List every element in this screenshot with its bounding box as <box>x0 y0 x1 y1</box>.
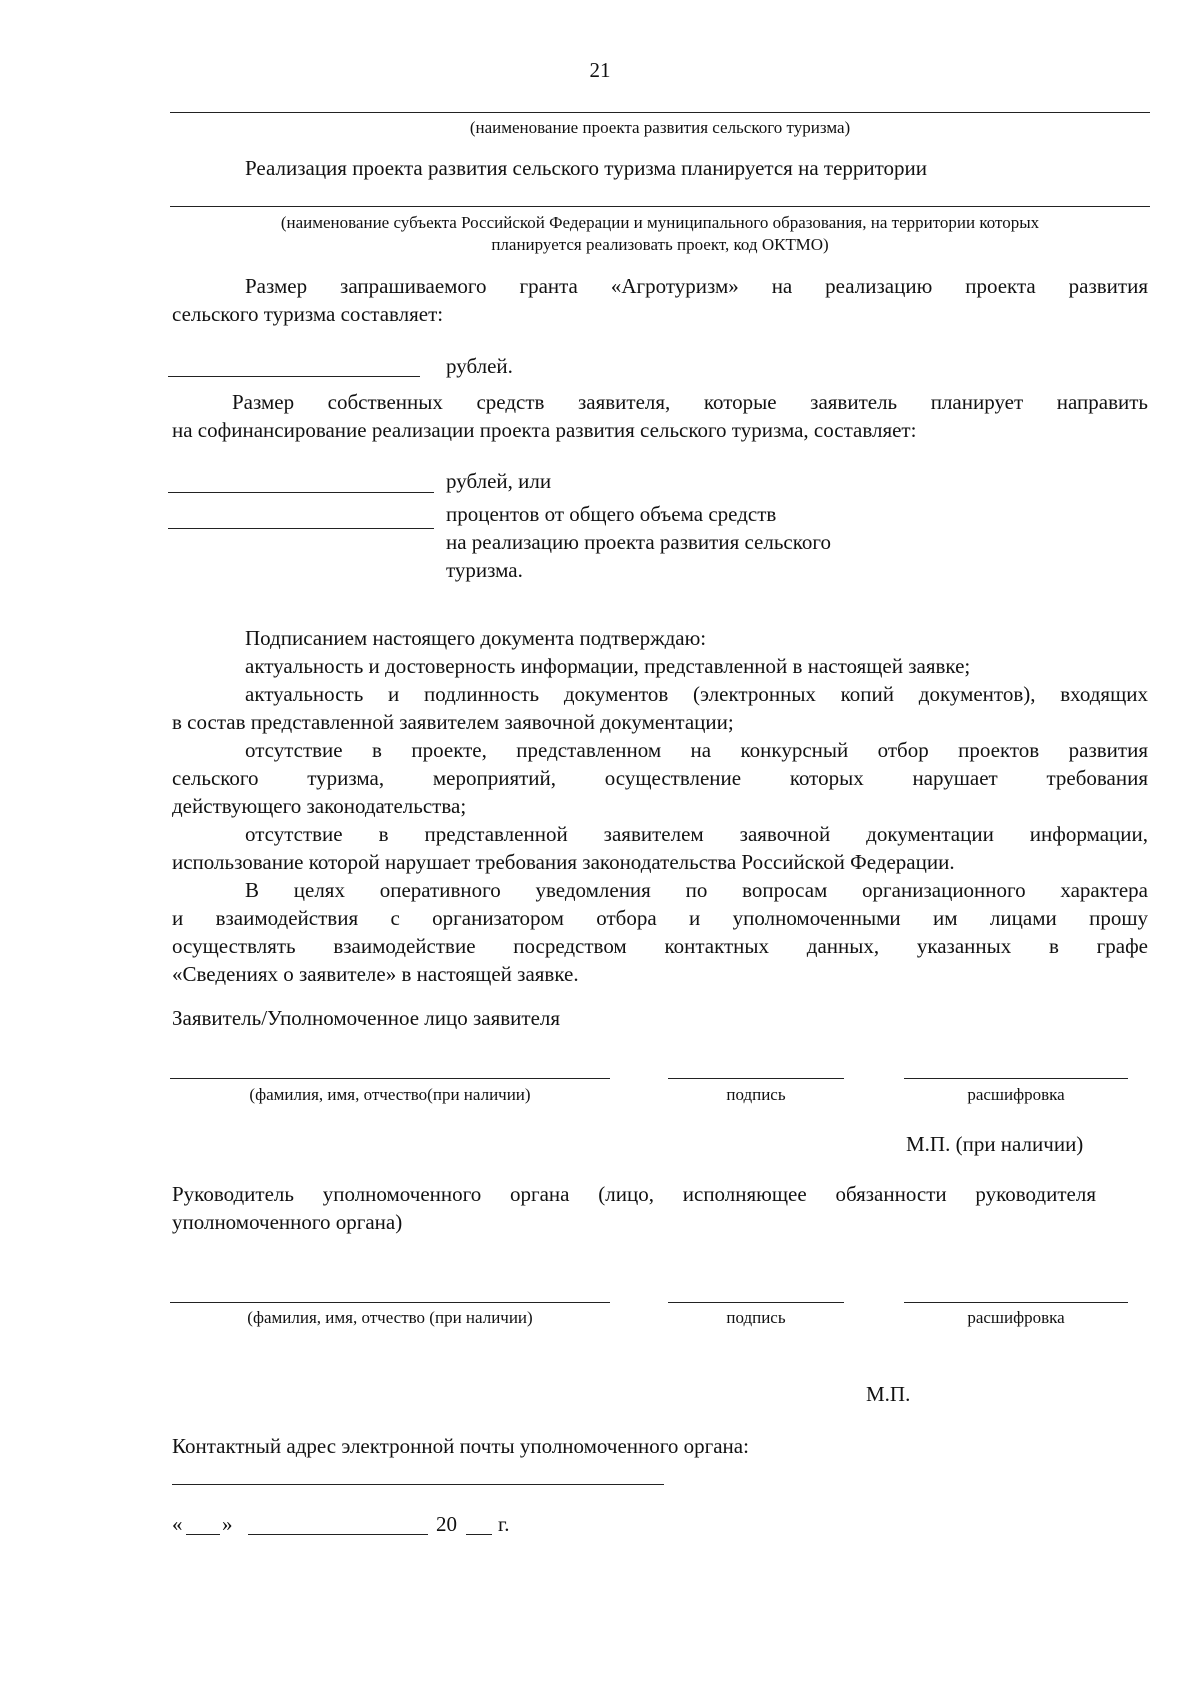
grant-amount-line[interactable] <box>168 376 420 377</box>
head-fio-line[interactable] <box>170 1302 610 1303</box>
page-number: 21 <box>589 58 611 82</box>
confirm-item-3c: действующего законодательства; <box>172 794 467 818</box>
confirm-item-4a: отсутствие в представленной заявителем заявочной документации информации, <box>245 822 1148 846</box>
stamp-optional-label: М.П. (при наличии) <box>906 1132 1084 1156</box>
notify-line-4: «Сведениях о заявителе» в настоящей заявке. <box>172 962 579 986</box>
email-label: Контактный адрес электронной почты уполномоченного органа: <box>172 1434 749 1458</box>
date-month-line[interactable] <box>248 1534 428 1535</box>
applicant-fio-line[interactable] <box>170 1078 610 1079</box>
own-funds-text-2: на софинансирование реализации проекта развития сельского туризма, составляет: <box>172 418 917 442</box>
head-label-1: Руководитель уполномоченного органа (лицо, исполняющее обязанности руководителя <box>172 1182 1096 1206</box>
own-pct-label-1: процентов от общего объема средств <box>446 502 777 526</box>
head-sign-caption: подпись <box>726 1308 786 1327</box>
date-year-prefix: 20 <box>436 1512 457 1536</box>
territory-line[interactable] <box>170 206 1150 207</box>
applicant-fio-caption: (фамилия, имя, отчество(при наличии) <box>249 1085 531 1104</box>
applicant-decode-line[interactable] <box>904 1078 1128 1079</box>
territory-text: Реализация проекта развития сельского туризма планируется на территории <box>245 156 928 180</box>
head-fio-caption: (фамилия, имя, отчество (при наличии) <box>247 1308 533 1327</box>
applicant-label: Заявитель/Уполномоченное лицо заявителя <box>172 1006 561 1030</box>
grant-unit: рублей. <box>446 354 513 378</box>
notify-line-3: осуществлять взаимодействие посредством контактных данных, указанных в графе <box>172 934 1148 958</box>
head-sign-line[interactable] <box>668 1302 844 1303</box>
confirm-intro: Подписанием настоящего документа подтверждаю: <box>245 626 707 650</box>
applicant-decode-caption: расшифровка <box>967 1085 1065 1104</box>
territory-caption-1: (наименование субъекта Российской Федерации и муниципального образования, на территории которых <box>280 213 1040 232</box>
applicant-sign-line[interactable] <box>668 1078 844 1079</box>
applicant-sign-caption: подпись <box>726 1085 786 1104</box>
confirm-item-4b: использование которой нарушает требования законодательства Российской Федерации. <box>172 850 955 874</box>
head-decode-line[interactable] <box>904 1302 1128 1303</box>
head-label-2: уполномоченного органа) <box>172 1210 403 1234</box>
own-funds-text-1: Размер собственных средств заявителя, которые заявитель планирует направить <box>232 390 1148 414</box>
project-name-line[interactable] <box>170 112 1150 113</box>
confirm-item-2b: в состав представленной заявителем заявочной документации; <box>172 710 734 734</box>
date-suffix: г. <box>498 1512 510 1536</box>
head-decode-caption: расшифровка <box>967 1308 1065 1327</box>
date-day-line[interactable] <box>186 1534 220 1535</box>
project-name-caption: (наименование проекта развития сельского туризма) <box>469 118 851 137</box>
own-rub-line[interactable] <box>168 492 434 493</box>
date-quote-close: » <box>222 1512 233 1536</box>
stamp-label: М.П. <box>866 1382 911 1406</box>
confirm-item-2a: актуальность и подлинность документов (электронных копий документов), входящих <box>245 682 1148 706</box>
own-pct-line[interactable] <box>168 528 434 529</box>
notify-line-1: В целях оперативного уведомления по вопросам организационного характера <box>245 878 1148 902</box>
territory-caption-2: планируется реализовать проект, код ОКТМО) <box>491 235 829 254</box>
date-year-line[interactable] <box>466 1534 492 1535</box>
email-line[interactable] <box>172 1484 664 1485</box>
confirm-item-1: актуальность и достоверность информации, представленной в настоящей заявке; <box>245 654 971 678</box>
confirm-item-3b: сельского туризма, мероприятий, осуществление которых нарушает требования <box>172 766 1148 790</box>
grant-text-1: Размер запрашиваемого гранта «Агротуризм» на реализацию проекта развития <box>245 274 1148 298</box>
date-quote-open: « <box>172 1512 183 1536</box>
own-pct-label-2: на реализацию проекта развития сельского <box>446 530 831 554</box>
own-pct-label-3: туризма. <box>446 558 523 582</box>
notify-line-2: и взаимодействия с организатором отбора и уполномоченными им лицами прошу <box>172 906 1148 930</box>
own-rub-label: рублей, или <box>446 469 552 493</box>
confirm-item-3a: отсутствие в проекте, представленном на конкурсный отбор проектов развития <box>245 738 1148 762</box>
grant-text-2: сельского туризма составляет: <box>172 302 444 326</box>
